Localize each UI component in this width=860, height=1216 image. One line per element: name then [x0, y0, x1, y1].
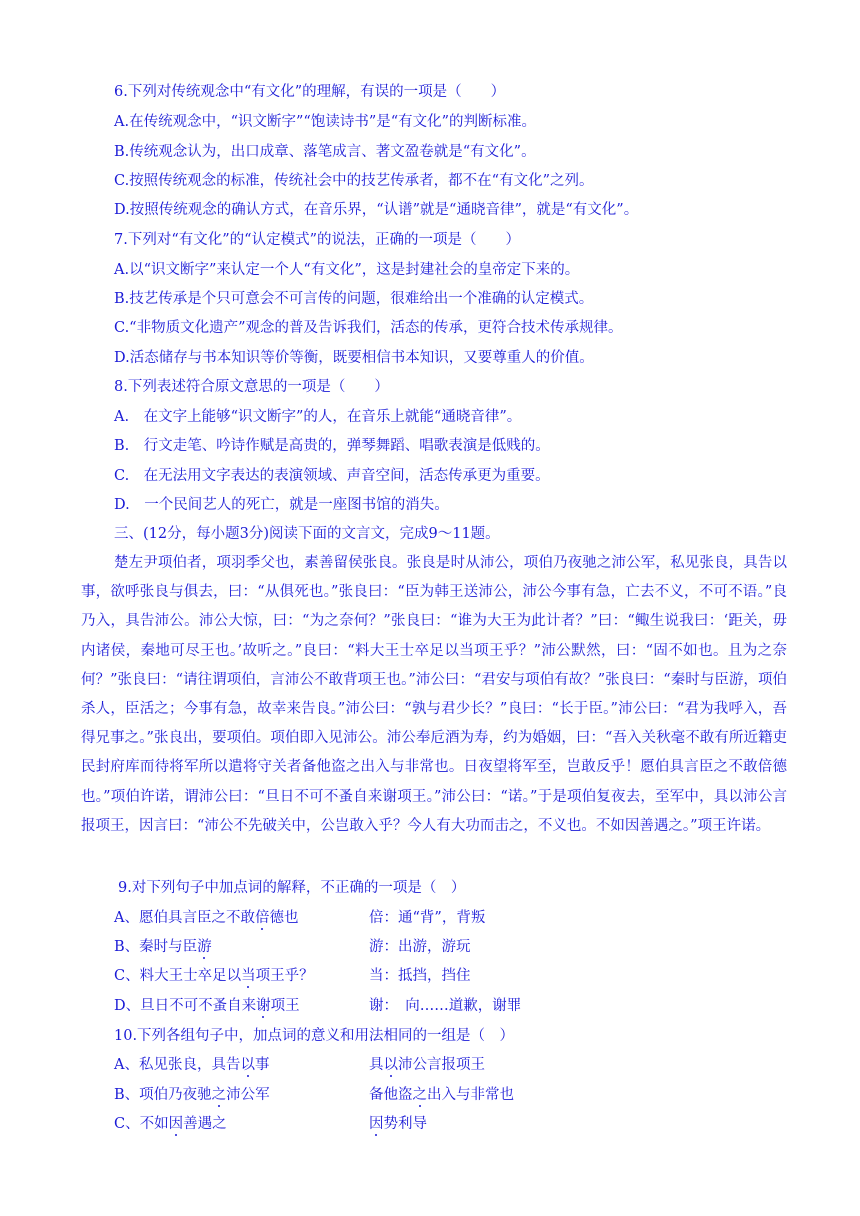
q8-option-d: D. 一个民间艺人的死亡，就是一座图书馆的消失。 — [114, 497, 449, 513]
section-three-heading: 三、(12分，每小题3分)阅读下面的文言文，完成9～11题。 — [114, 526, 500, 542]
dotted-word: 因 — [168, 1116, 184, 1132]
q10-option-a-left: A、私见张良，具告以事 — [114, 1057, 270, 1073]
dotted-word: 谢 — [256, 998, 271, 1014]
q10-stem: 10.下列各组句子中，加点词的意义和用法相同的一组是（ ） — [114, 1028, 515, 1044]
dotted-word: 当 — [241, 968, 256, 984]
q10-option-c-left: C、不如因善遇之 — [114, 1116, 227, 1132]
q10-option-a-right: 具以沛公言报项王 — [369, 1057, 485, 1073]
q9-option-b: B、秦时与臣游 — [114, 939, 212, 955]
dotted-word: 之 — [412, 1087, 427, 1103]
q7-option-d: D.活态储存与书本知识等价等衡，既要相信书本知识，又要尊重人的价值。 — [114, 350, 594, 366]
q7-option-b: B.技艺传承是个只可意会不可言传的问题，很难给出一个准确的认定模式。 — [114, 291, 594, 307]
q9-gloss-a: 倍：通“背”，背叛 — [369, 910, 486, 926]
q9-gloss-c: 当：抵挡，挡住 — [369, 968, 471, 984]
q7-option-c: C.“非物质文化遗产”观念的普及告诉我们，活态的传承，更符合技术传承规律。 — [114, 320, 623, 336]
q9-option-c: C、料大王士卒足以当项王乎？ — [114, 968, 314, 984]
dotted-word: 之 — [211, 1087, 227, 1103]
dotted-word: 以 — [240, 1057, 255, 1073]
classical-passage: 楚左尹项伯者，项羽季父也，素善留侯张良。张良是时从沛公，项伯乃夜驰之沛公军，私见张良，具告以事，欲呼张良与俱去，曰：“从俱死也。”张良曰：“臣为韩王送沛公，沛公今事有急，亡去不义，不可不语。”良乃入，具告沛公。沛公大惊，曰：“为之奈何？”张良曰：“谁为大王为此计者？”曰：“鲰生说我曰：‘距关，毋内诸侯，秦地可尽王也。’故听之。”良曰：“料大王士卒足以当项王乎？”沛公默然，曰：“固不如也。且为之奈何？”张良曰：“请往谓项伯，言沛公不敢背项王也。”沛公曰：“君安与项伯有故？”张良曰：“秦时与臣游，项伯杀人，臣活之；今事有急，故幸来告良。”沛公曰：“孰与君少长？”良曰：“长于臣。”沛公曰：“君为我呼入，吾得兄事之。”张良出，要项伯。项伯即入见沛公。沛公奉卮酒为寿，约为婚姻，曰：“吾入关秋毫不敢有所近籍吏民封府库而待将军所以遣将守关者备他盗之出入与非常也。日夜望将军至，岂敢反乎！愿伯具言臣之不敢倍德也。”项伯许诺，谓沛公曰：“旦日不可不蚤自来谢项王。”沛公曰：“诺。”于是项伯复夜去，至军中，具以沛公言报项王，因言曰：“沛公不先破关中，公岂敢入乎？今人有大功而击之，不义也。不如因善遇之。”项王许诺。 — [81, 555, 787, 834]
q6-stem: 6.下列对传统观念中“有文化”的理解，有误的一项是（ ） — [114, 84, 506, 100]
q8-option-a: A. 在文字上能够“识文断字”的人，在音乐上就能“通晓音律”。 — [114, 409, 522, 425]
q8-option-b: B. 行文走笔、吟诗作赋是高贵的，弹琴舞蹈、唱歌表演是低贱的。 — [114, 438, 550, 454]
q10-option-b-right: 备他盗之出入与非常也 — [369, 1087, 514, 1103]
q9-option-a: A、愿伯具言臣之不敢倍德也 — [114, 910, 299, 926]
q8-stem: 8.下列表述符合原文意思的一项是（ ） — [114, 379, 389, 395]
q6-option-a: A.在传统观念中，“识文断字”“饱读诗书”是“有文化”的判断标准。 — [114, 114, 537, 130]
q9-gloss-d: 谢： 向……道歉，谢罪 — [369, 998, 522, 1014]
q9-option-d: D、旦日不可不蚤自来谢项王 — [114, 998, 300, 1014]
q10-option-c-right: 因势利导 — [369, 1116, 427, 1132]
q6-option-c: C.按照传统观念的标准，传统社会中的技艺传承者，都不在“有文化”之列。 — [114, 173, 594, 189]
q7-option-a: A.以“识文断字”来认定一个人“有文化”，这是封建社会的皇帝定下来的。 — [114, 262, 580, 278]
q10-option-b-left: B、项伯乃夜驰之沛公军 — [114, 1087, 270, 1103]
dotted-word: 以 — [383, 1057, 398, 1073]
q6-option-d: D.按照传统观念的确认方式，在音乐界，“认谱”就是“通晓音律”，就是“有文化”。 — [114, 202, 639, 218]
q9-gloss-b: 游：出游，游玩 — [369, 939, 471, 955]
dotted-word: 游 — [197, 939, 212, 955]
dotted-word: 倍 — [254, 910, 270, 926]
q9-stem: 9.对下列句子中加点词的解释，不正确的一项是（ ） — [118, 880, 466, 896]
q8-option-c: C. 在无法用文字表达的表演领域、声音空间，活态传承更为重要。 — [114, 468, 550, 484]
q6-option-b: B.传统观念认为，出口成章、落笔成言、著文盈卷就是“有文化”。 — [114, 144, 536, 160]
q7-stem: 7.下列对“有文化”的“认定模式”的说法，正确的一项是（ ） — [114, 232, 520, 248]
dotted-word: 因 — [369, 1116, 384, 1132]
